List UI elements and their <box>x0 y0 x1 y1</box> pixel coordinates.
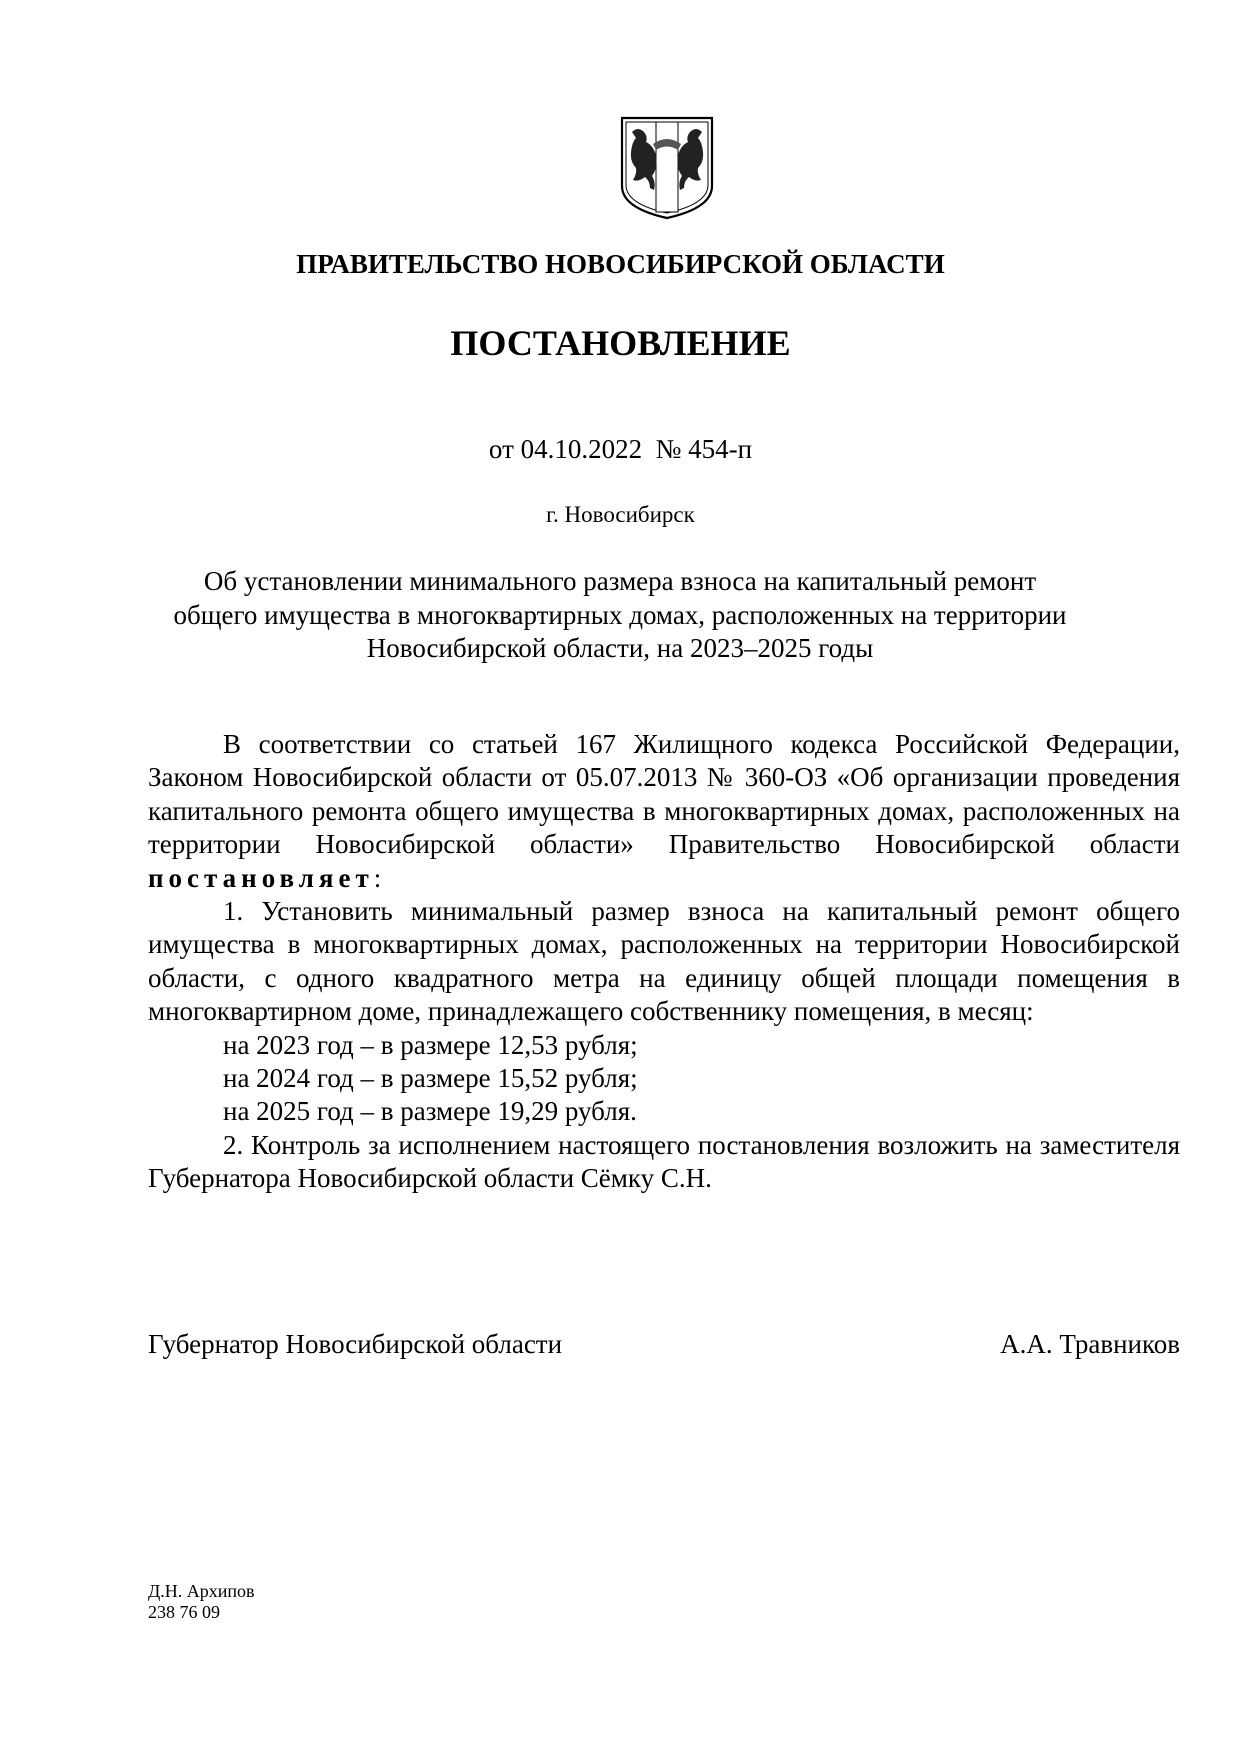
item-1-paragraph: 1. Установить минимальный размер взноса на капитальный ремонт общего имущества в многоквартирных домах, расположенных на территории Новосибирской области, с одного квадратного метра на единицу общей площади помещения в многоквартирном доме, принадлежащего собственнику помещения, в месяц: <box>148 896 1180 1027</box>
document-city: г. Новосибирск <box>546 502 695 527</box>
document-date-number: от 04.10.2022 № 454-п <box>488 434 753 464</box>
resolves-punct: : <box>373 862 382 893</box>
organization-name: ПРАВИТЕЛЬСТВО НОВОСИБИРСКОЙ ОБЛАСТИ <box>296 249 945 279</box>
document-title <box>150 565 1090 666</box>
item-2-paragraph: 2. Контроль за исполнением настоящего постановления возложить на заместителя Губернатора Новосибирской области Сёмку С.Н. <box>148 1129 1180 1194</box>
coat-of-arms-icon <box>620 116 714 220</box>
signatory-name: А.А. Травников <box>1000 1329 1180 1359</box>
executor-phone: 238 76 09 <box>148 1602 220 1622</box>
rate-line: на 2024 год – в размере 15,52 рубля; <box>223 1063 638 1094</box>
document-title-line: общего имущества в многоквартирных домах, расположенных на территории <box>173 599 1067 630</box>
signatory-position: Губернатор Новосибирской области <box>148 1329 563 1359</box>
executor-info <box>148 1581 255 1623</box>
rate-line: на 2023 год – в размере 12,53 рубля; <box>223 1029 638 1060</box>
executor-name: Д.Н. Архипов <box>148 1581 255 1601</box>
resolves-word: постановляет <box>148 862 374 893</box>
document-title-line: Новосибирской области, на 2023–2025 годы <box>366 633 874 663</box>
document-title-line: Об установлении минимального размера взноса на капитальный ремонт <box>203 566 1037 596</box>
document-type: ПОСТАНОВЛЕНИЕ <box>450 323 791 363</box>
preamble-text: В соответствии со статьей 167 Жилищного кодекса Российской Федерации, Законом Новосибирской области от 05.07.2013 № 360-ОЗ «Об организации проведения капитального ремонта общего имущества в многоквартирных домах, расположенных на территории Новосибирской области» Правительство Новосибирской области <box>148 729 1180 860</box>
document-body <box>148 728 1180 1196</box>
preamble-paragraph <box>148 728 1180 895</box>
rate-line: на 2025 год – в размере 19,29 рубля. <box>223 1096 637 1127</box>
